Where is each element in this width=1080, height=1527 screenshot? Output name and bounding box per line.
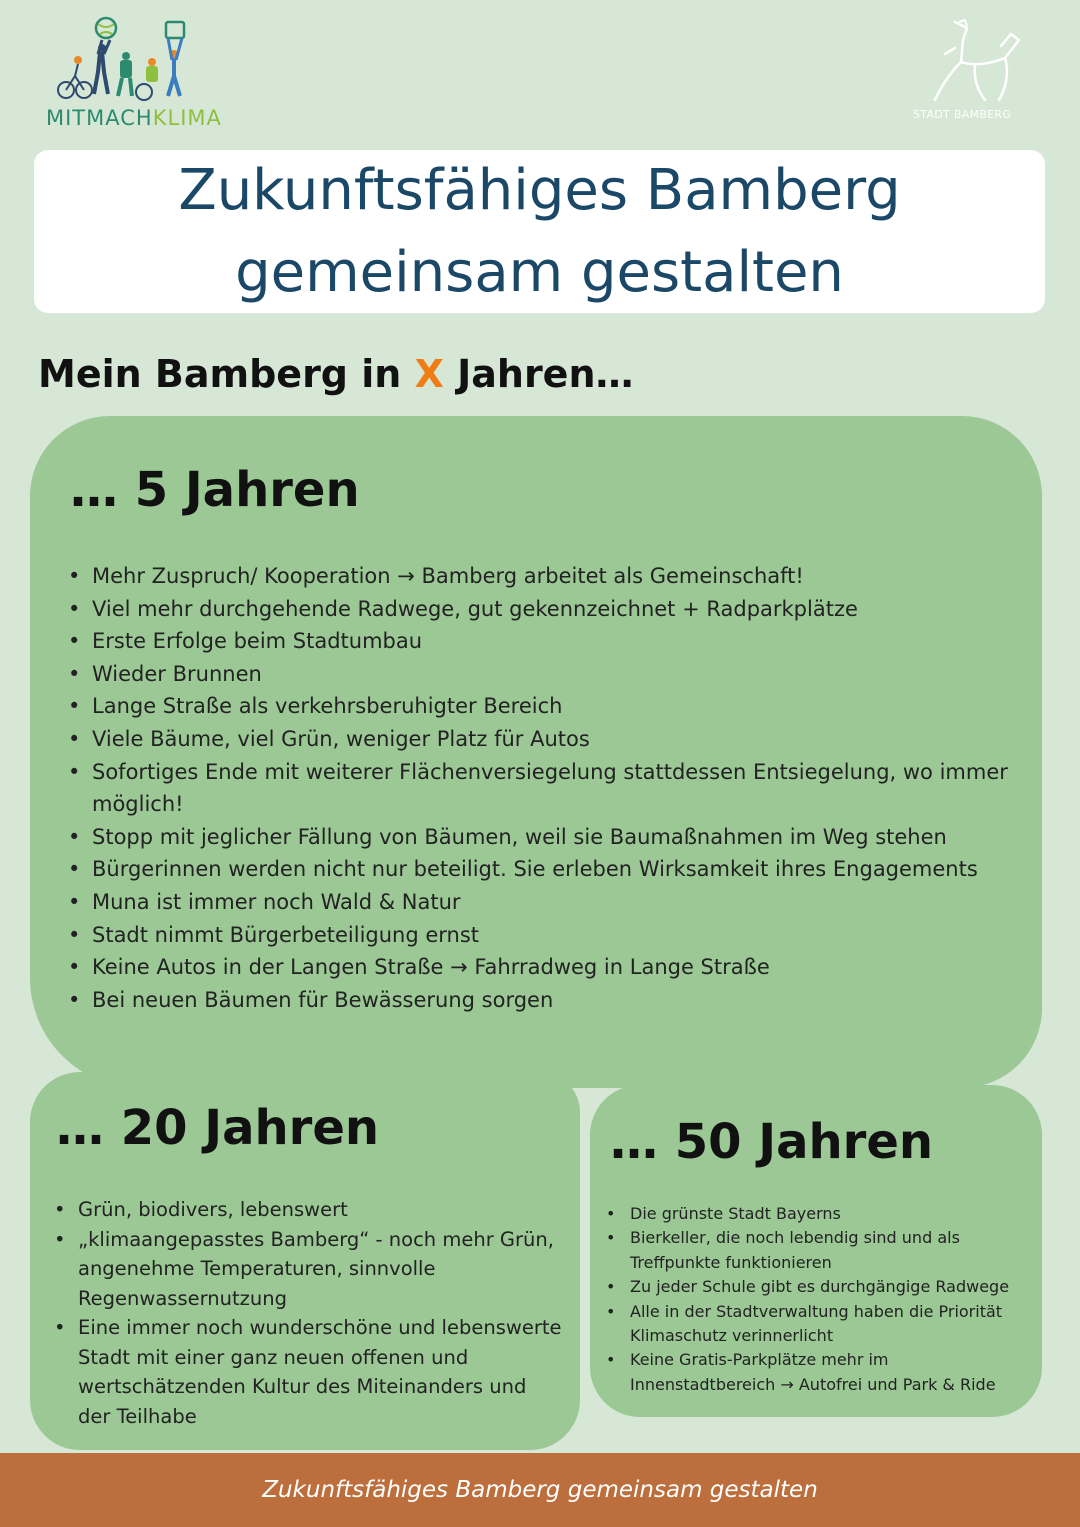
list-item: • Viel mehr durchgehende Radwege, gut gekennzeichnet + Radparkplätze [68,593,1008,626]
list-item: • Viele Bäume, viel Grün, weniger Platz für Autos [68,723,1008,756]
title-line-1: Zukunftsfähiges Bamberg [178,157,901,223]
list-item: • Die grünste Stadt Bayerns [606,1202,1026,1226]
list-item: • Keine Gratis-Parkplätze mehr im Innenstadtbereich → Autofrei und Park & Ride [606,1348,1026,1397]
heading-5-years: … 5 Jahren [70,462,360,518]
list-item: • Muna ist immer noch Wald & Natur [68,886,1008,919]
list-item: • Wieder Brunnen [68,658,1008,691]
heading-50-years: … 50 Jahren [610,1114,934,1170]
list-item: • Zu jeder Schule gibt es durchgängige Radwege [606,1275,1026,1299]
list-item: • Keine Autos in der Langen Straße → Fahrradweg in Lange Straße [68,951,1008,984]
list-item: • Lange Straße als verkehrsberuhigter Bereich [68,690,1008,723]
list-item: • „klimaangepasstes Bamberg“ - noch mehr Grün, angenehme Temperaturen, sinnvolle Regenwassernutzung [54,1225,564,1314]
subheading-before: Mein Bamberg in [38,352,415,396]
subheading [38,352,634,396]
footer-bar [0,1453,1080,1527]
stadt-bamberg-logo [905,18,1035,128]
list-item: • Alle in der Stadtverwaltung haben die Priorität Klimaschutz verinnerlicht [606,1300,1026,1349]
logo-wordmark-klima: KLIMA [152,106,222,130]
logo-wordmark [46,106,222,130]
heading-20-years: … 20 Jahren [56,1100,380,1156]
footer-text: Zukunftsfähiges Bamberg gemeinsam gestalten [262,1477,818,1503]
list-item: • Mehr Zuspruch/ Kooperation → Bamberg arbeitet als Gemeinschaft! [68,560,1008,593]
list-item: • Stadt nimmt Bürgerbeteiligung ernst [68,919,1008,952]
title-line-2: gemeinsam gestalten [235,239,844,305]
list-item: • Eine immer noch wunderschöne und lebenswerte Stadt mit einer ganz neuen offenen und wertschätzenden Kultur des Miteinanders und der Teilhabe [54,1313,564,1431]
list-item: • Bierkeller, die noch lebendig sind und als Treffpunkte funktionieren [606,1226,1026,1275]
logo-city-name: STADT BAMBERG [913,108,1012,121]
rider-horse-logo-icon [915,18,1025,104]
list-item: • Bürgerinnen werden nicht nur beteiligt. Sie erleben Wirksamkeit ihres Engagements [68,853,1008,886]
subheading-highlight: X [414,352,444,396]
logo-wordmark-mitmach: MITMACH [46,106,153,130]
mitmachklima-logo [44,14,222,134]
list-20-years [54,1195,564,1431]
title-box [34,150,1045,313]
list-5-years [68,560,1008,1016]
list-50-years [606,1202,1026,1397]
list-item: • Bei neuen Bäumen für Bewässerung sorgen [68,984,1008,1017]
list-item: • Sofortiges Ende mit weiterer Flächenversiegelung stattdessen Entsiegelung, wo immer möglich! [68,756,1008,821]
list-item: • Grün, biodivers, lebenswert [54,1195,564,1225]
subheading-after: Jahren… [443,352,634,396]
people-climate-logo-icon [44,14,194,106]
list-item: • Stopp mit jeglicher Fällung von Bäumen, weil sie Baumaßnahmen im Weg stehen [68,821,1008,854]
list-item: • Erste Erfolge beim Stadtumbau [68,625,1008,658]
